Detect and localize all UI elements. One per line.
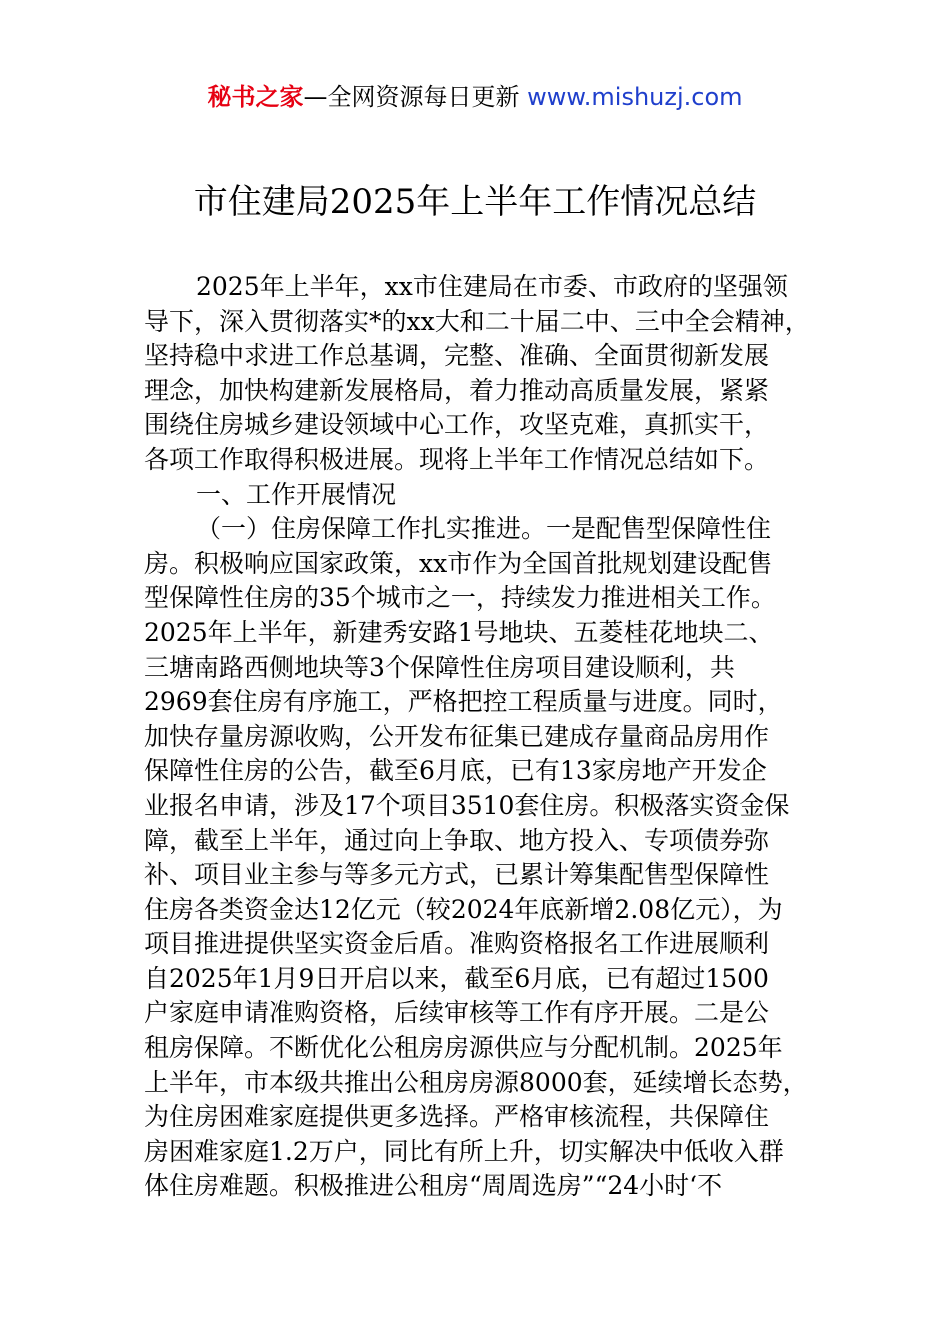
paragraph-line: 住房各类资金达12亿元（较2024年底新增2.08亿元），为 (144, 894, 783, 924)
paragraph-line: 为住房困难家庭提供更多选择。严格审核流程，共保障住 (144, 1102, 770, 1132)
paragraph-line: 户家庭申请准购资格，后续审核等工作有序开展。二是公 (144, 998, 770, 1028)
document-body (144, 270, 834, 1204)
paragraph-line: 导下，深入贯彻落实*的xx大和二十届二中、三中全会精神， (144, 306, 810, 336)
section-heading: 一、工作开展情况 (196, 479, 397, 509)
paragraph-line: 障，截至上半年，通过向上争取、地方投入、专项债券弥 (144, 825, 770, 855)
paragraph-line: （一）住房保障工作扎实推进。一是配售型保障性住 (196, 514, 772, 544)
paragraph-line: 2025年上半年，xx市住建局在市委、市政府的坚强领 (196, 272, 788, 301)
paragraph-line: 三塘南路西侧地块等3个保障性住房项目建设顺利，共 (144, 652, 735, 682)
paragraph-line: 型保障性住房的35个城市之一，持续发力推进相关工作。 (144, 583, 776, 613)
paragraph-line: 加快存量房源收购，公开发布征集已建成存量商品房用作 (144, 721, 770, 751)
paragraph-line: 上半年，市本级共推出公租房房源8000套，延续增长态势， (144, 1067, 808, 1097)
paragraph-line: 租房保障。不断优化公租房房源供应与分配机制。2025年 (144, 1033, 783, 1063)
paragraph-line: 自2025年1月9日开启以来，截至6月底，已有超过1500 (144, 963, 769, 993)
paragraph-line: 保障性住房的公告，截至6月底，已有13家房地产开发企 (144, 756, 767, 786)
paragraph-line: 2025年上半年，新建秀安路1号地块、五菱桂花地块二、 (144, 617, 774, 647)
paragraph-line: 围绕住房城乡建设领域中心工作，攻坚克难，真抓实干， (144, 410, 770, 440)
paragraph-line: 坚持稳中求进工作总基调，完整、准确、全面贯彻新发展 (144, 341, 770, 371)
document-title: 市住建局2025年上半年工作情况总结 (193, 182, 757, 222)
paragraph-line: 业报名申请，涉及17个项目3510套住房。积极落实资金保 (144, 790, 790, 820)
site-url-link[interactable]: www.mishuzj.com (527, 83, 743, 111)
paragraph-line: 补、项目业主参与等多元方式，已累计筹集配售型保障性 (144, 860, 770, 890)
paragraph-line: 理念，加快构建新发展格局，着力推动高质量发展，紧紧 (144, 375, 770, 405)
site-name: 秘书之家 (207, 83, 304, 111)
paragraph-line: 2969套住房有序施工，严格把控工程质量与进度。同时， (144, 687, 783, 717)
paragraph-line: 各项工作取得积极进展。现将上半年工作情况总结如下。 (144, 444, 770, 474)
paragraph-line: 房。积极响应国家政策，xx市作为全国首批规划建设配售 (144, 548, 773, 578)
paragraph-line: 房困难家庭1.2万户，同比有所上升，切实解决中低收入群 (144, 1136, 784, 1166)
paragraph-line: 体住房难题。积极推进公租房“周周选房”“24小时‘不 (144, 1171, 723, 1201)
site-header (0, 80, 950, 114)
paragraph-line: 项目推进提供坚实资金后盾。准购资格报名工作进展顺利 (144, 929, 770, 959)
site-tagline: —全网资源每日更新 (303, 83, 528, 111)
